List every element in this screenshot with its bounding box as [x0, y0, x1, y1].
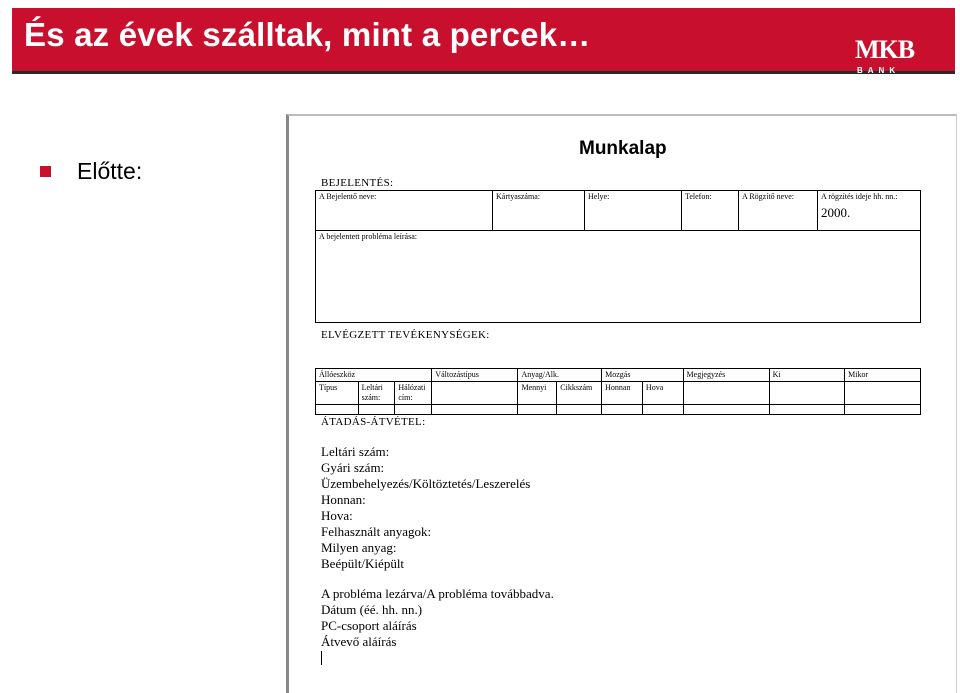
slide-header — [12, 8, 955, 74]
report-year: 2000. — [821, 205, 851, 220]
handover-item: Üzembehelyezés/Költöztetés/Leszerelés — [321, 476, 531, 491]
work-table — [315, 368, 921, 415]
work-cell — [557, 405, 602, 415]
handover-item: Honnan: — [321, 492, 366, 507]
report-col: Helye: — [585, 191, 682, 231]
work-head: Állóeszköz — [316, 369, 432, 382]
work-cell — [683, 405, 769, 415]
work-cell — [683, 382, 769, 405]
work-cell — [769, 405, 845, 415]
work-subhead: Hálózati cím: — [395, 382, 432, 405]
work-subhead: Leltári szám: — [358, 382, 395, 405]
handover-item: Beépült/Kiépült — [321, 556, 405, 571]
closing-item: Átvevő aláírás — [321, 634, 397, 649]
logo-mark: MKB — [855, 35, 915, 64]
closing-item: Dátum (éé. hh. nn.) — [321, 602, 423, 617]
report-table — [315, 190, 921, 323]
work-cell — [845, 382, 921, 405]
work-subhead: Cikkszám — [557, 382, 602, 405]
work-cell — [518, 405, 557, 415]
bullet-item — [40, 158, 142, 185]
report-col: A rögzítés ideje hh. nn.: — [821, 192, 898, 201]
handover-list — [321, 444, 530, 572]
work-subhead: Hova — [642, 382, 683, 405]
work-cell — [769, 382, 845, 405]
worksheet-title: Munkalap — [579, 138, 667, 159]
closing-item: A probléma lezárva/A probléma továbbadva. — [321, 586, 554, 601]
handover-item: Gyári szám: — [321, 460, 385, 475]
work-head: Mozgás — [602, 369, 683, 382]
scanned-worksheet — [286, 114, 957, 693]
text-cursor — [321, 651, 322, 665]
work-head: Anyag/Alk. — [518, 369, 602, 382]
handover-item: Milyen anyag: — [321, 540, 397, 555]
report-col-date — [818, 191, 921, 231]
closing-item: PC-csoport aláírás — [321, 618, 417, 633]
work-cell — [642, 405, 683, 415]
mkb-bank-logo — [855, 35, 915, 78]
section-work: ELVÉGZETT TEVÉKENYSÉGEK: — [321, 329, 490, 341]
work-cell — [432, 382, 518, 405]
handover-item: Hova: — [321, 508, 353, 523]
work-head: Változástípus — [432, 369, 518, 382]
problem-description: A bejelentett probléma leírása: — [316, 231, 921, 323]
work-cell — [316, 405, 359, 415]
bullet-square-icon — [40, 166, 51, 177]
work-subhead: Honnan — [602, 382, 643, 405]
section-handover: ÁTADÁS-ÁTVÉTEL: — [321, 416, 426, 428]
work-head: Megjegyzés — [683, 369, 769, 382]
work-cell — [395, 405, 432, 415]
work-subhead: Típus — [316, 382, 359, 405]
closing-list — [321, 586, 554, 650]
report-col: A Rögzítő neve: — [739, 191, 818, 231]
section-report: BEJELENTÉS: — [321, 177, 394, 189]
bullet-label: Előtte: — [77, 158, 143, 184]
work-cell — [602, 405, 643, 415]
work-subhead: Mennyi — [518, 382, 557, 405]
handover-item: Leltári szám: — [321, 444, 390, 459]
work-head: Ki — [769, 369, 845, 382]
work-head: Mikor — [845, 369, 921, 382]
work-cell — [432, 405, 518, 415]
report-col: A Bejelentő neve: — [316, 191, 493, 231]
slide-title: És az évek szálltak, mint a percek… — [24, 16, 591, 53]
report-col: Telefon: — [682, 191, 739, 231]
report-col: Kártyaszáma: — [493, 191, 585, 231]
logo-subtext: BANK — [857, 66, 901, 75]
work-cell — [358, 405, 395, 415]
handover-item: Felhasznált anyagok: — [321, 524, 432, 539]
work-cell — [845, 405, 921, 415]
